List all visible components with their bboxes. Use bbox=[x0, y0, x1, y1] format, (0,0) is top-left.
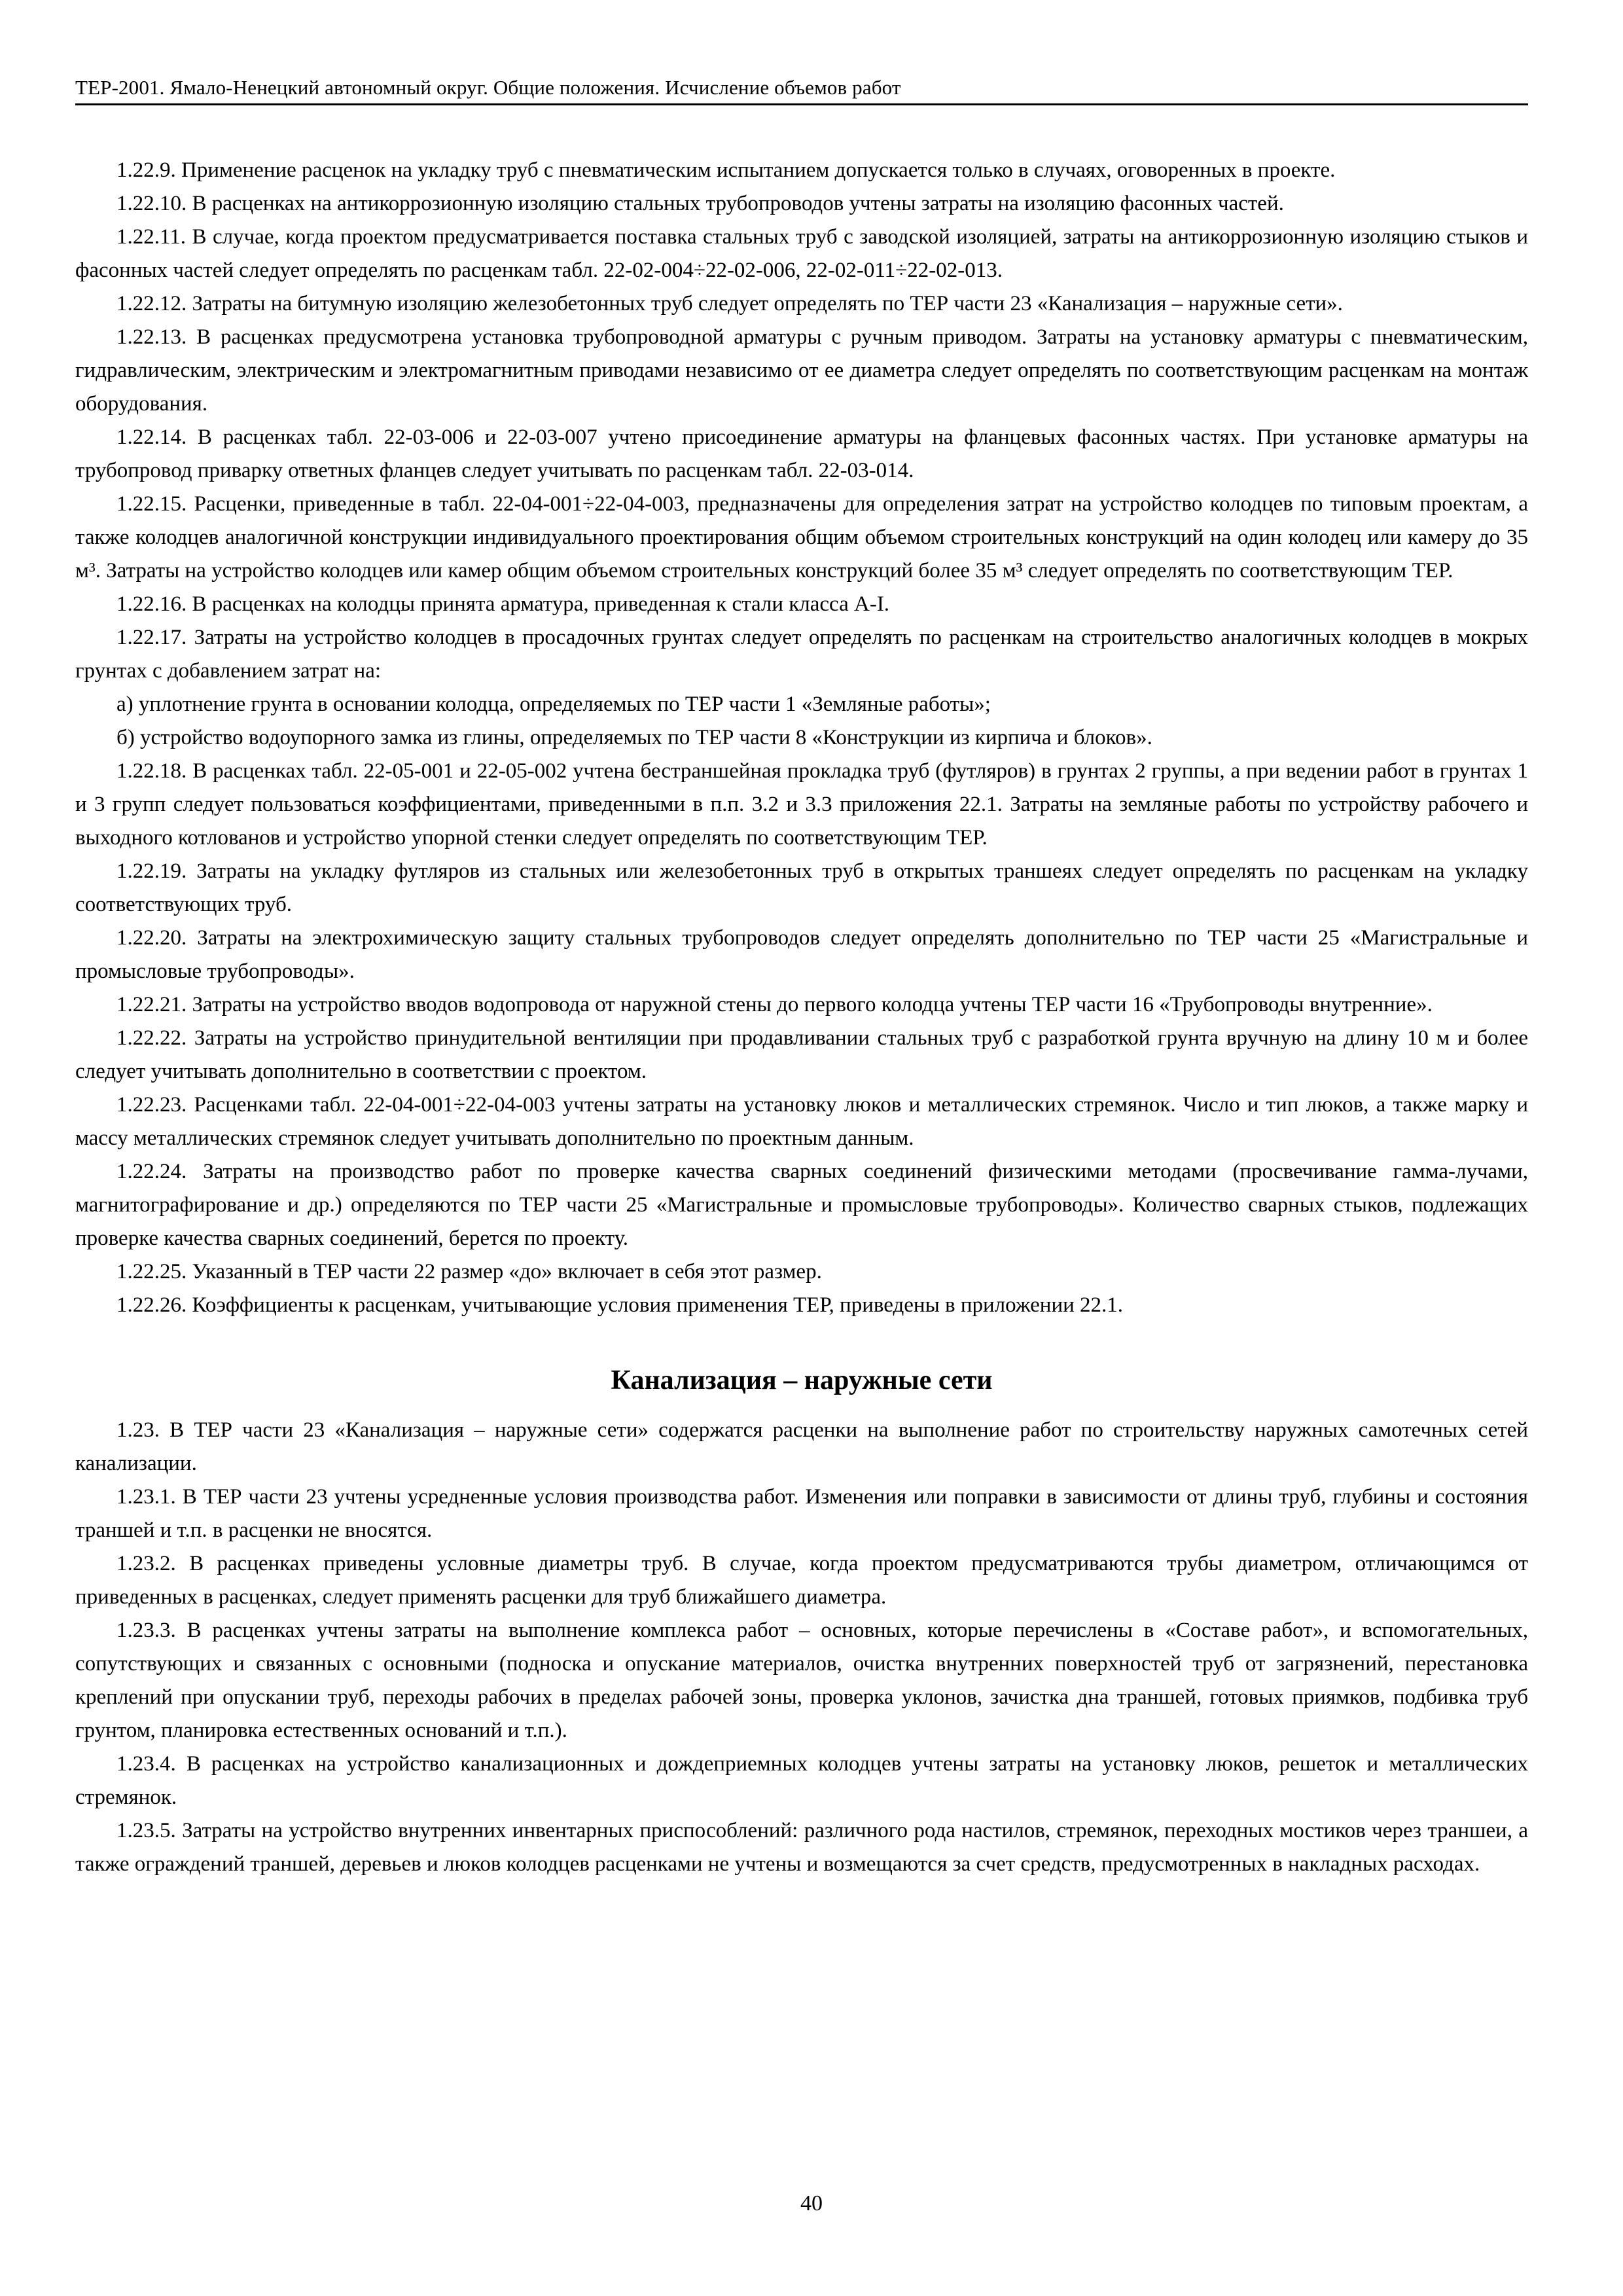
paragraph-1-22-10: 1.22.10. В расценках на антикоррозионную изоляцию стальных трубопроводов учтены затраты на изоляцию фасонных частей. bbox=[116, 192, 1284, 215]
section-1-23 bbox=[75, 1414, 1528, 1881]
paragraph-1-22-17-b: б) устройство водоупорного замка из глины, определяемых по ТЕР части 8 «Конструкции из кирпича и блоков». bbox=[116, 726, 1152, 749]
paragraph-1-23-5: 1.23.5. Затраты на устройство внутренних инвентарных приспособлений: различного рода настилов, стремянок, переходных мостиков через траншеи, а также ограждений траншей, деревьев и люков колодцев расценками не учтены и возмещаются за счет средств, предусмотренных в накладных расходах. bbox=[75, 1819, 1528, 1876]
paragraph-1-22-18: 1.22.18. В расценках табл. 22-05-001 и 22-05-002 учтена бестраншейная прокладка труб (футляров) в грунтах 2 группы, а при ведении работ в грунтах 1 и 3 групп следует пользоваться коэффициентами, приведенными в п.п. 3.2 и 3.3 приложения 22.1. Затраты на земляные работы по устройству рабочего и выходного котлованов и устройство упорной стенки следует определять по соответствующим ТЕР. bbox=[75, 759, 1528, 850]
paragraph-1-22-14: 1.22.14. В расценках табл. 22-03-006 и 22-03-007 учтено присоединение арматуры на фланцевых фасонных частях. При установке арматуры на трубопровод приварку ответных фланцев следует учитывать по расценкам табл. 22-03-014. bbox=[75, 425, 1528, 482]
body-text bbox=[75, 154, 1528, 1881]
paragraph-1-22-21: 1.22.21. Затраты на устройство вводов водопровода от наружной стены до первого колодца учтены ТЕР части 16 «Трубопроводы внутренние». bbox=[116, 993, 1433, 1016]
paragraph-1-23-1: 1.23.1. В ТЕР части 23 учтены усредненные условия производства работ. Изменения или поправки в зависимости от длины труб, глубины и состояния траншей и т.п. в расценки не вносятся. bbox=[75, 1485, 1528, 1542]
paragraph-1-22-16: 1.22.16. В расценках на колодцы принята арматура, приведенная к стали класса А-I. bbox=[116, 592, 890, 616]
paragraph-1-22-24: 1.22.24. Затраты на производство работ по проверке качества сварных соединений физическими методами (просвечивание гамма-лучами, магнитографирование и др.) определяются по ТЕР части 25 «Магистральные и промысловые трубопроводы». Количество сварных стыков, подлежащих проверке качества сварных соединений, берется по проекту. bbox=[75, 1160, 1528, 1250]
paragraph-1-22-22: 1.22.22. Затраты на устройство принудительной вентиляции при продавливании стальных труб с разработкой грунта вручную на длину 10 м и более следует учитывать дополнительно в соответствии с проектом. bbox=[75, 1026, 1528, 1083]
paragraph-1-23-4: 1.23.4. В расценках на устройство канализационных и дождеприемных колодцев учтены затраты на установку люков, решеток и металлических стремянок. bbox=[75, 1752, 1528, 1809]
paragraph-1-22-19: 1.22.19. Затраты на укладку футляров из стальных или железобетонных труб в открытых траншеях следует определять по расценкам на укладку соответствующих труб. bbox=[75, 859, 1528, 916]
paragraph-1-22-20: 1.22.20. Затраты на электрохимическую защиту стальных трубопроводов следует определять дополнительно по ТЕР части 25 «Магистральные и промысловые трубопроводы». bbox=[75, 926, 1528, 983]
paragraph-1-22-9: 1.22.9. Применение расценок на укладку труб с пневматическим испытанием допускается только в случаях, оговоренных в проекте. bbox=[116, 158, 1336, 182]
running-header: ТЕР-2001. Ямало-Ненецкий автономный округ. Общие положения. Исчисление объемов работ bbox=[75, 72, 1528, 105]
paragraph-1-23-3: 1.23.3. В расценках учтены затраты на выполнение комплекса работ – основных, которые перечислены в «Составе работ», и вспомогательных, сопутствующих и связанных с основными (подноска и опускание материалов, очистка внутренних поверхностей труб от загрязнений, перестановка креплений при опускании труб, переходы рабочих в пределах рабочей зоны, проверка уклонов, зачистка дна траншей, готовых приямков, подбивка труб грунтом, планировка естественных оснований и т.п.). bbox=[75, 1619, 1528, 1742]
paragraph-1-23: 1.23. В ТЕР части 23 «Канализация – наружные сети» содержатся расценки на выполнение работ по строительству наружных самотечных сетей канализации. bbox=[75, 1418, 1528, 1475]
paragraph-1-22-25: 1.22.25. Указанный в ТЕР части 22 размер «до» включает в себя этот размер. bbox=[116, 1260, 822, 1283]
paragraph-1-22-23: 1.22.23. Расценками табл. 22-04-001÷22-04-003 учтены затраты на установку люков и металлических стремянок. Число и тип люков, а также марку и массу металлических стремянок следует учитывать дополнительно по проектным данным. bbox=[75, 1093, 1528, 1150]
page-number: 40 bbox=[800, 2191, 823, 2215]
paragraph-1-22-12: 1.22.12. Затраты на битумную изоляцию железобетонных труб следует определять по ТЕР части 23 «Канализация – наружные сети». bbox=[116, 292, 1343, 315]
section-1-22 bbox=[75, 154, 1528, 1322]
paragraph-1-22-15: 1.22.15. Расценки, приведенные в табл. 22-04-001÷22-04-003, предназначены для определения затрат на устройство колодцев по типовым проектам, а также колодцев аналогичной конструкции индивидуального проектирования общим объемом строительных конструкций на один колодец или камеру до 35 м³. Затраты на устройство колодцев или камер общим объемом строительных конструкций более 35 м³ следует определять по соответствующим ТЕР. bbox=[75, 492, 1528, 583]
paragraph-1-23-2: 1.23.2. В расценках приведены условные диаметры труб. В случае, когда проектом предусматриваются трубы диаметром, отличающимся от приведенных в расценках, следует применять расценки для труб ближайшего диаметра. bbox=[75, 1552, 1528, 1609]
paragraph-1-22-17-a: а) уплотнение грунта в основании колодца, определяемых по ТЕР части 1 «Земляные работы»; bbox=[116, 692, 991, 716]
paragraph-1-22-11: 1.22.11. В случае, когда проектом предусматривается поставка стальных труб с заводской изоляцией, затраты на антикоррозионную изоляцию стыков и фасонных частей следует определять по расценкам табл. 22-02-004÷22-02-006, 22-02-011÷22-02-013. bbox=[75, 225, 1528, 282]
paragraph-1-22-17: 1.22.17. Затраты на устройство колодцев в просадочных грунтах следует определять по расценкам на строительство аналогичных колодцев в мокрых грунтах с добавлением затрат на: bbox=[75, 626, 1528, 683]
paragraph-1-22-26: 1.22.26. Коэффициенты к расценкам, учитывающие условия применения ТЕР, приведены в приложении 22.1. bbox=[116, 1293, 1124, 1317]
paragraph-1-22-13: 1.22.13. В расценках предусмотрена установка трубопроводной арматуры с ручным приводом. Затраты на установку арматуры с пневматическим, гидравлическим, электрическим и электромагнитным приводами независимо от ее диаметра следует определять по соответствующим расценкам на монтаж оборудования. bbox=[75, 325, 1528, 416]
document-page bbox=[75, 72, 1528, 1881]
section-heading: Канализация – наружные сети bbox=[611, 1365, 993, 1395]
